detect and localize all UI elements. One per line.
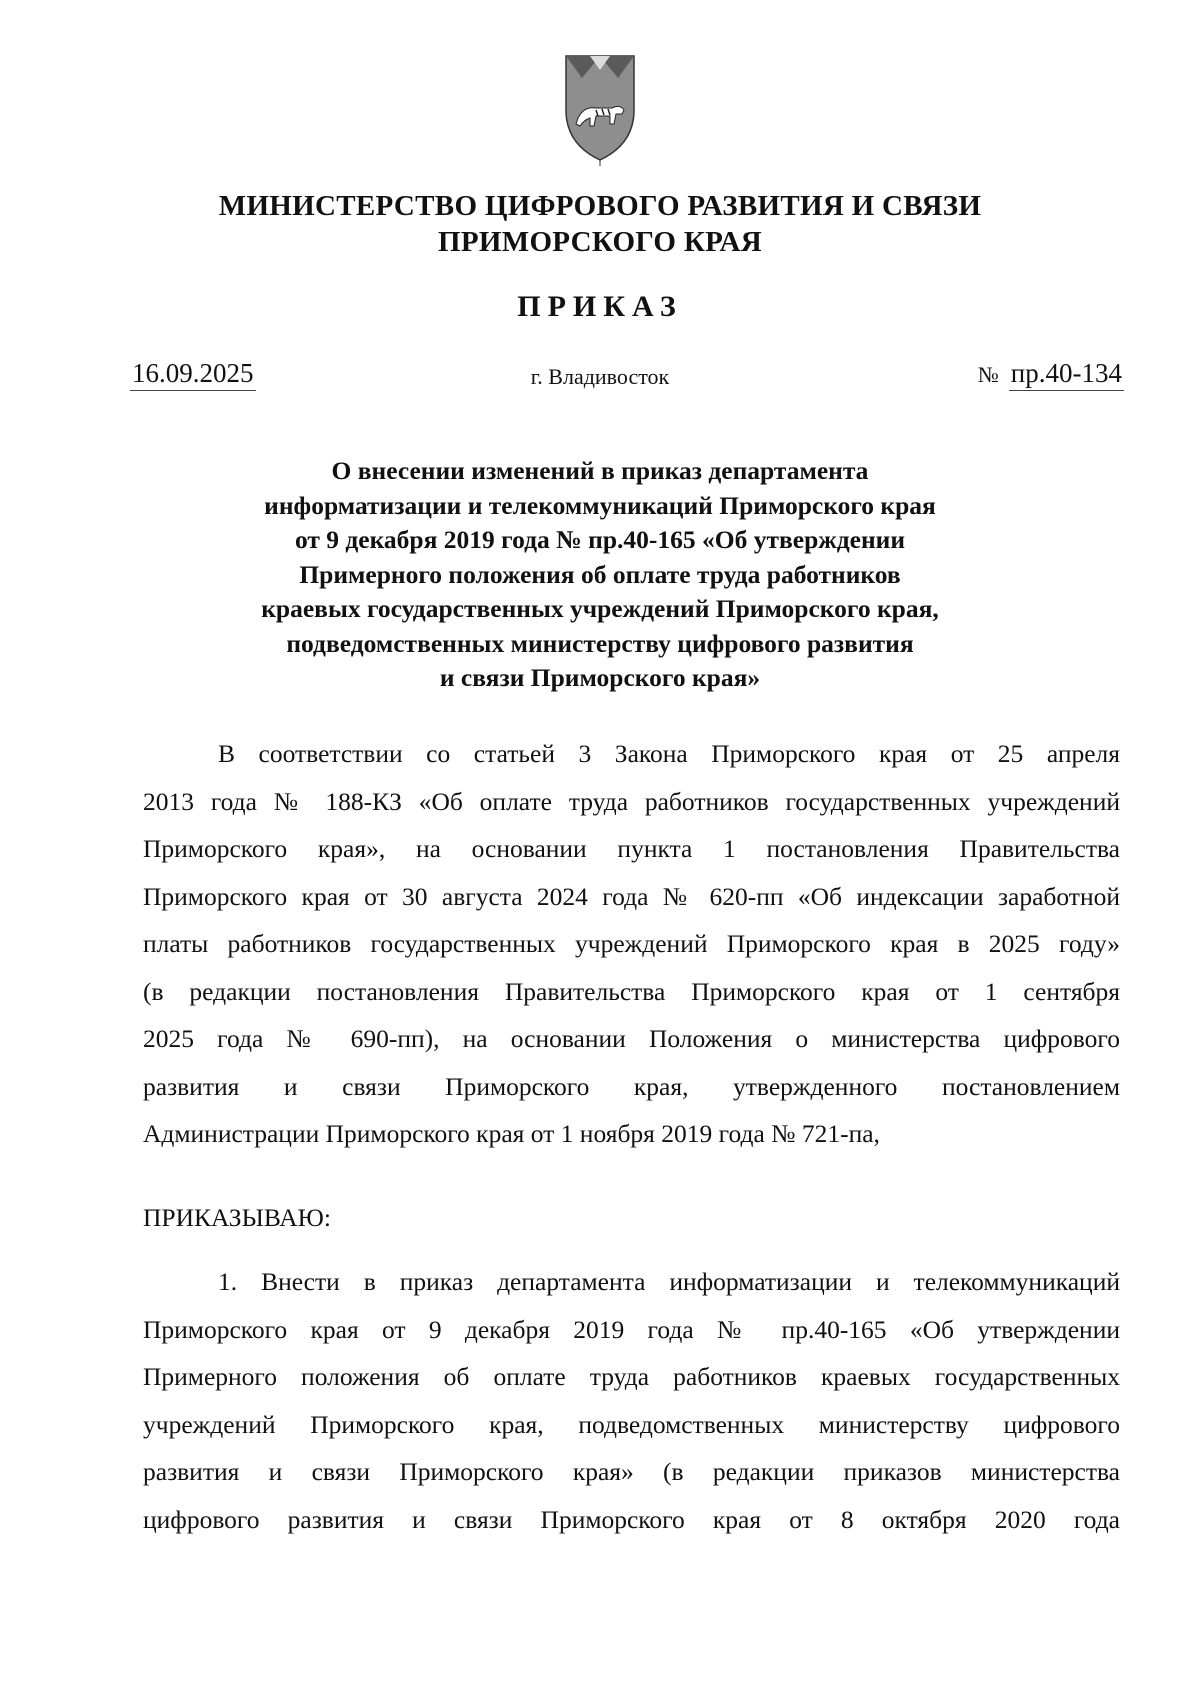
order-city: г. Владивосток bbox=[530, 364, 670, 389]
preamble-line: 2025 года № 690-пп), на основании Положения о министерства цифрового bbox=[143, 1024, 1120, 1053]
ministry-name-line1: МИНИСТЕРСТВО ЦИФРОВОГО РАЗВИТИЯ И СВЯЗИ bbox=[218, 190, 982, 222]
preamble-line: 2013 года № 188-КЗ «Об оплате труда работников государственных учреждений bbox=[143, 786, 1120, 816]
order-number-value: пр.40-134 bbox=[1009, 358, 1124, 391]
item-1-line: Примерного положения об оплате труда работников краевых государственных bbox=[143, 1362, 1120, 1391]
subject-line: краевых государственных учреждений Приморского края, bbox=[261, 594, 939, 623]
order-date: 16.09.2025 bbox=[130, 358, 256, 391]
preamble-line: (в редакции постановления Правительства Приморского края от 1 сентября bbox=[143, 976, 1120, 1006]
item-1-line: 1. Внести в приказ департамента информатизации и телекоммуникаций bbox=[218, 1267, 1120, 1296]
preamble-line: Приморского края от 30 августа 2024 года № 620-пп «Об индексации заработной bbox=[143, 881, 1120, 911]
preamble-line: платы работников государственных учреждений Приморского края в 2025 году» bbox=[143, 929, 1120, 958]
subject-line: информатизации и телекоммуникаций Приморского края bbox=[264, 490, 936, 520]
subject-line: Примерного положения об оплате труда работников bbox=[299, 559, 901, 589]
coat-of-arms-emblem bbox=[560, 48, 640, 166]
subject-line: от 9 декабря 2019 года № пр.40-165 «Об утверждении bbox=[294, 525, 906, 554]
item-1-line: цифрового развития и связи Приморского края от 8 октября 2020 года bbox=[143, 1504, 1120, 1534]
ministry-name-line2: ПРИМОРСКОГО КРАЯ bbox=[438, 226, 762, 258]
order-subject bbox=[0, 454, 1200, 696]
item-1-line: развития и связи Приморского края» (в редакции приказов министерства bbox=[143, 1457, 1120, 1486]
subject-line: и связи Приморского края» bbox=[439, 663, 761, 692]
item-1-paragraph bbox=[143, 1258, 1120, 1543]
document-type-title: ПРИКАЗ bbox=[517, 290, 683, 323]
order-number bbox=[978, 358, 1124, 390]
preamble-line: В соответствии со статьей 3 Закона Приморского края от 25 апреля bbox=[218, 739, 1120, 768]
order-word: ПРИКАЗЫВАЮ: bbox=[143, 1203, 331, 1232]
preamble-paragraph bbox=[143, 730, 1120, 1158]
preamble-line: Приморского края», на основании пункта 1 постановления Правительства bbox=[143, 834, 1120, 863]
preamble-line: развития и связи Приморского края, утвержденного постановлением bbox=[143, 1071, 1120, 1101]
ministry-name bbox=[0, 188, 1200, 260]
subject-line: подведомственных министерству цифрового развития bbox=[286, 628, 914, 658]
item-1-line: Приморского края от 9 декабря 2019 года № пр.40-165 «Об утверждении bbox=[143, 1314, 1120, 1344]
preamble-line: Администрации Приморского края от 1 ноября 2019 года № 721-па, bbox=[143, 1119, 880, 1148]
number-sign: № bbox=[977, 362, 999, 387]
item-1-line: учреждений Приморского края, подведомственных министерству цифрового bbox=[143, 1409, 1120, 1439]
subject-line: О внесении изменений в приказ департамента bbox=[331, 456, 869, 485]
